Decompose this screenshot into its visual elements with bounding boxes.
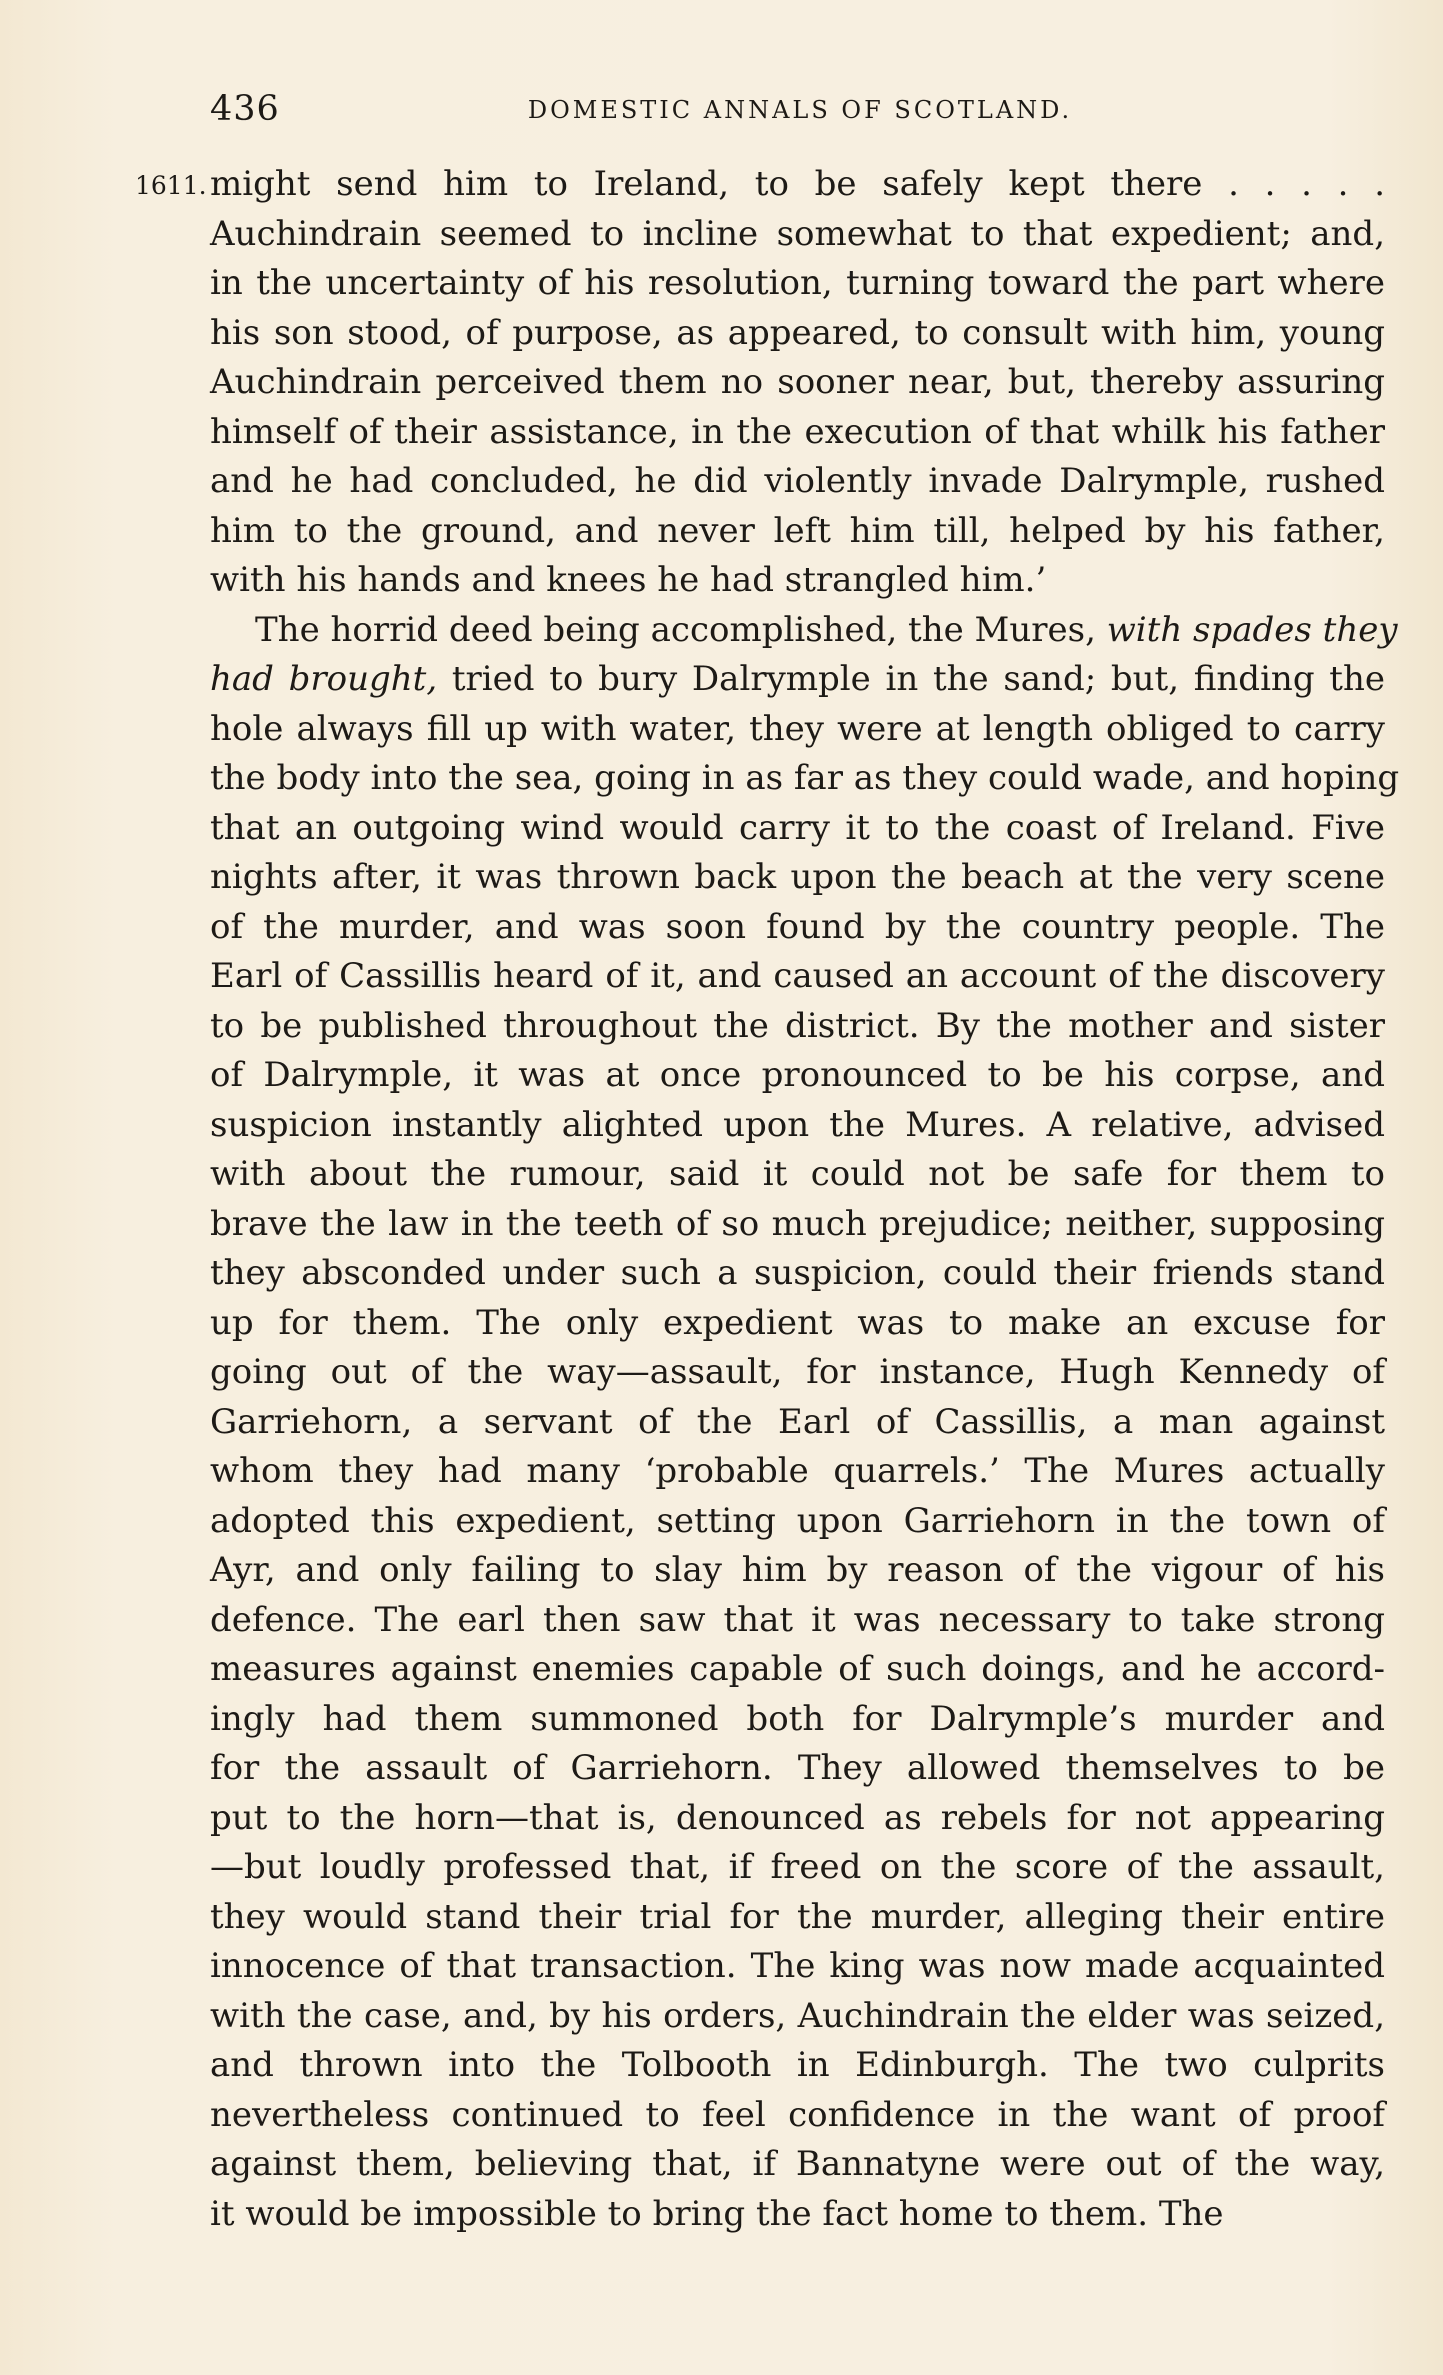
margin-year: 1611.	[135, 171, 207, 200]
text-line: it would be impossible to bring the fact home to them. The	[210, 2193, 1224, 2234]
text-line: innocence of that transaction. The king was now made acquainted	[210, 1946, 1385, 1986]
text-line: for the assault of Garriehorn. They allowed themselves to be	[210, 1748, 1385, 1788]
text-line: Ayr, and only failing to slay him by reason of the vigour of his	[210, 1550, 1385, 1590]
text-line: defence. The earl then saw that it was necessary to take strong	[210, 1599, 1385, 1640]
text-run: tried to bury Dalrymple in the sand; but, finding the	[437, 659, 1385, 699]
text-line: suspicion instantly alighted upon the Mures. A relative, advised	[210, 1104, 1385, 1145]
text-line: brave the law in the teeth of so much prejudice; neither, supposing	[210, 1203, 1385, 1244]
text-line: ingly had them summoned both for Dalrymple’s murder and	[210, 1698, 1385, 1739]
text-line: —but loudly professed that, if freed on the score of the assault,	[210, 1847, 1385, 1887]
text-line: of Dalrymple, it was at once pronounced to be his corpse, and	[210, 1055, 1385, 1095]
text-line: and he had concluded, he did violently invade Dalrymple, rushed	[210, 461, 1385, 501]
text-line: Auchindrain perceived them no sooner near, but, thereby assuring	[210, 362, 1385, 402]
text-line: against them, believing that, if Bannatyne were out of the way,	[210, 2144, 1385, 2184]
text-line: himself of their assistance, in the execution of that whilk his father	[210, 411, 1385, 452]
text-line: nevertheless continued to feel confidence in the want of proof	[210, 2094, 1385, 2135]
text-line: put to the horn—that is, denounced as rebels for not appearing	[210, 1797, 1385, 1838]
text-line: Earl of Cassillis heard of it, and caused an account of the discovery	[210, 956, 1385, 996]
text-line: him to the ground, and never left him till, helped by his father,	[210, 510, 1385, 551]
text-run: The horrid deed being accomplished, the Mures,	[255, 609, 1107, 650]
text-line: Auchindrain seemed to incline somewhat to that expedient; and,	[210, 213, 1385, 254]
text-line: measures against enemies capable of such doings, and he accord-	[210, 1649, 1385, 1689]
running-head: DOMESTIC ANNALS OF SCOTLAND.	[527, 96, 1073, 124]
text-line: adopted this expedient, setting upon Garriehorn in the town of	[210, 1500, 1385, 1541]
text-line: they would stand their trial for the murder, alleging their entire	[210, 1896, 1385, 1937]
italic-text-run: had brought,	[210, 659, 438, 699]
text-line: hole always fill up with water, they were at length obliged to carry	[210, 708, 1385, 749]
text-line: going out of the way—assault, for instance, Hugh Kennedy of	[210, 1352, 1385, 1392]
text-line	[210, 606, 1398, 656]
body-text	[210, 160, 1400, 2239]
text-line: with the case, and, by his orders, Auchindrain the elder was seized,	[210, 1995, 1385, 2036]
text-line: his son stood, of purpose, as appeared, to consult with him, young	[210, 312, 1385, 353]
page-header	[210, 84, 1390, 134]
text-line: Garriehorn, a servant of the Earl of Cassillis, a man against	[210, 1401, 1385, 1442]
text-line: of the murder, and was soon found by the country people. The	[210, 906, 1385, 947]
text-line: in the uncertainty of his resolution, turning toward the part where	[210, 263, 1385, 303]
text-line: might send him to Ireland, to be safely kept there . . . . .	[210, 164, 1385, 204]
text-line: and thrown into the Tolbooth in Edinburgh. The two culprits	[210, 2045, 1385, 2085]
text-line: the body into the sea, going in as far as they could wade, and hoping	[210, 758, 1400, 798]
text-line: with his hands and knees he had strangled him.’	[210, 560, 1047, 600]
page-number: 436	[210, 89, 280, 129]
text-line	[210, 655, 1385, 705]
text-line: that an outgoing wind would carry it to the coast of Ireland. Five	[210, 807, 1385, 848]
text-line: up for them. The only expedient was to make an excuse for	[210, 1302, 1385, 1343]
text-line: they absconded under such a suspicion, could their friends stand	[210, 1253, 1385, 1293]
text-line: whom they had many ‘probable quarrels.’ The Mures actually	[210, 1451, 1385, 1491]
text-line: nights after, it was thrown back upon the beach at the very scene	[210, 857, 1385, 897]
text-line: to be published throughout the district. By the mother and sister	[210, 1005, 1385, 1046]
italic-text-run: with spades they	[1106, 609, 1398, 650]
text-line: with about the rumour, said it could not be safe for them to	[210, 1154, 1385, 1194]
